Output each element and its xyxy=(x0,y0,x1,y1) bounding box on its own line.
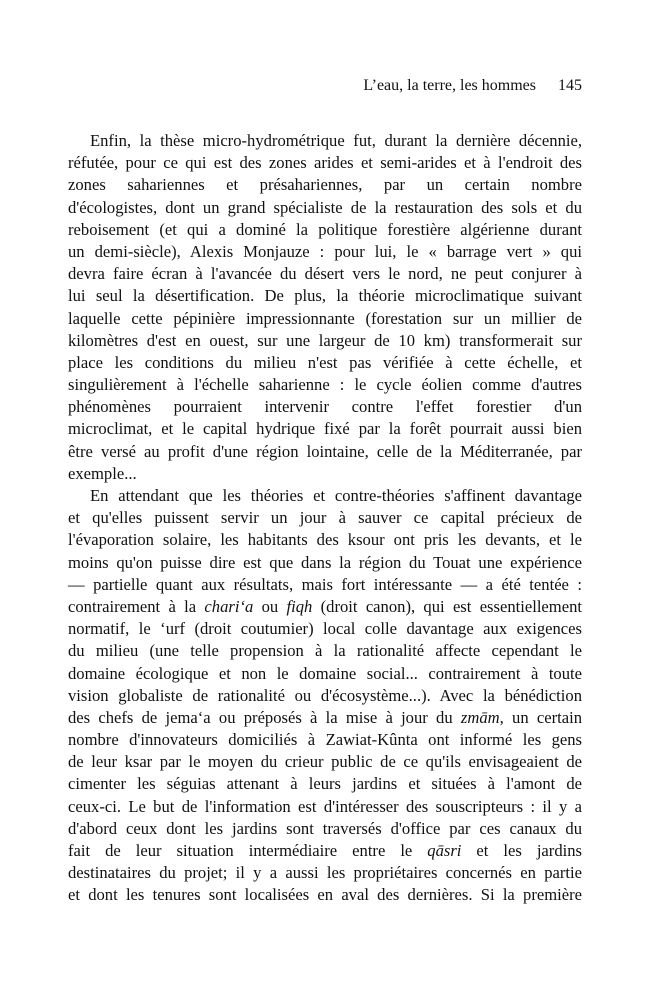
text-line xyxy=(68,685,582,707)
paragraph xyxy=(68,130,582,485)
text-run: fait de leur situation intermédiaire entre le xyxy=(68,841,428,860)
text-line xyxy=(68,352,582,374)
text-run: du milieu (une telle propension à la rationalité affecte cependant le xyxy=(68,641,582,661)
text-run: normatif, le ‘urf (droit coutumier) local colle davantage aux exigences xyxy=(68,619,582,639)
text-run: contrairement à la xyxy=(68,596,205,616)
text-run: être versé au profit d'une région lointaine, celle de la Méditerranée, par xyxy=(68,441,582,461)
text-run: de leur ksar par le moyen du crieur public de ce qu'ils envisageaient de xyxy=(68,752,582,772)
text-line xyxy=(68,529,582,551)
text-line xyxy=(68,263,582,285)
text-run: réfutée, pour ce qui est des zones arides et semi-arides et à l'endroit des xyxy=(68,153,582,173)
text-line xyxy=(68,618,582,640)
text-line xyxy=(68,241,582,263)
text-line xyxy=(68,663,582,685)
text-line xyxy=(68,773,582,795)
text-run: ou xyxy=(253,596,287,616)
text-line xyxy=(68,219,582,241)
italic-term: fiqh xyxy=(286,596,313,616)
text-line xyxy=(68,197,582,219)
text-run: place les conditions du milieu n'est pas vérifiée à cette échelle, et xyxy=(68,352,582,372)
text-line xyxy=(68,308,582,330)
text-line xyxy=(68,330,582,352)
text-line xyxy=(68,729,582,751)
text-line xyxy=(68,862,582,884)
text-run: ceux-ci. Le but de l'information est d'intéresser des souscripteurs : il y a xyxy=(68,796,582,816)
text-line xyxy=(68,152,582,174)
text-run: lui seul la désertification. De plus, la théorie microclimatique suivant xyxy=(68,286,582,306)
text-line xyxy=(68,574,582,596)
text-run: vision globaliste de rationalité ou d'écosystème...). Avec la bénédiction xyxy=(68,685,582,705)
text-run: — partielle quant aux résultats, mais fort intéressante — a été tentée : xyxy=(68,574,582,594)
text-run: exemple... xyxy=(68,463,137,483)
text-line xyxy=(68,707,582,729)
text-line xyxy=(68,818,582,840)
text-line xyxy=(68,396,582,418)
text-run: et dont les tenures sont localisées en aval des dernières. Si la première xyxy=(68,885,582,905)
text-run: singulièrement à l'échelle saharienne : le cycle éolien comme d'autres xyxy=(68,375,582,395)
text-run: devra faire écran à l'avancée du désert vers le nord, ne peut conjurer à xyxy=(68,264,582,284)
italic-term: chari‘a xyxy=(204,596,254,616)
text-line xyxy=(68,463,582,485)
text-line xyxy=(68,130,582,152)
text-run: kilomètres d'est en ouest, sur une largeur de 10 km) transformerait sur xyxy=(68,330,582,350)
italic-term: zmām xyxy=(460,707,500,727)
text-run: destinataires du projet; il y a aussi les propriétaires concernés en partie xyxy=(68,863,582,883)
text-line xyxy=(68,596,582,618)
text-line xyxy=(68,840,582,862)
text-line xyxy=(68,751,582,773)
text-run: phénomènes pourraient intervenir contre l'effet forestier d'un xyxy=(68,397,582,417)
italic-term: qāsri xyxy=(427,841,462,860)
text-run: (droit canon), qui est essentiellement xyxy=(312,596,582,616)
text-line xyxy=(68,884,582,906)
text-line xyxy=(68,640,582,662)
text-line xyxy=(68,174,582,196)
text-line xyxy=(68,418,582,440)
text-run: moins qu'on puisse dire est que dans la région du Touat une expérience xyxy=(68,552,582,572)
text-line xyxy=(68,441,582,463)
text-run: domaine écologique et non le domaine social... contrairement à toute xyxy=(68,663,582,683)
text-run: d'écologistes, dont un grand spécialiste de la restauration des sols et du xyxy=(68,197,582,217)
text-run: En attendant que les théories et contre-théories s'affinent davantage xyxy=(90,486,582,505)
text-run: et les jardins xyxy=(461,841,582,860)
text-run: et qu'elles puissent servir un jour à sauver ce capital précieux de xyxy=(68,508,582,528)
running-head-title: L’eau, la terre, les hommes xyxy=(363,77,536,94)
paragraph xyxy=(68,485,582,907)
running-head xyxy=(363,76,582,96)
text-run: l'évaporation solaire, les habitants des ksour ont pris les devants, et le xyxy=(68,530,582,550)
text-line xyxy=(68,374,582,396)
text-run: Enfin, la thèse micro-hydrométrique fut, durant la dernière décennie, xyxy=(90,131,582,150)
text-line xyxy=(68,796,582,818)
text-run: un demi-siècle), Alexis Monjauze : pour lui, le « barrage vert » qui xyxy=(68,241,582,261)
text-run: d'abord ceux dont les jardins sont traversés d'office par ces canaux du xyxy=(68,818,582,838)
text-line xyxy=(68,485,582,507)
page-number: 145 xyxy=(558,77,582,94)
text-line xyxy=(68,285,582,307)
text-run: , un certain xyxy=(499,707,582,727)
body-text xyxy=(68,130,582,907)
text-line xyxy=(68,552,582,574)
text-run: microclimat, et le capital hydrique fixé par la forêt pourrait aussi bien xyxy=(68,419,582,439)
text-run: zones sahariennes et présahariennes, par un certain nombre xyxy=(68,175,582,195)
text-run: laquelle cette pépinière impressionnante (forestation sur un millier de xyxy=(68,308,582,328)
text-line xyxy=(68,507,582,529)
text-run: des chefs de jema‘a ou préposés à la mise à jour du xyxy=(68,707,461,727)
text-run: nombre d'innovateurs domiciliés à Zawiat-Kûnta ont informé les gens xyxy=(68,730,582,750)
text-run: reboisement (et qui a dominé la politique forestière algérienne durant xyxy=(68,219,582,239)
text-run: cimenter les séguias attenant à leurs jardins et situées à l'amont de xyxy=(68,774,582,794)
